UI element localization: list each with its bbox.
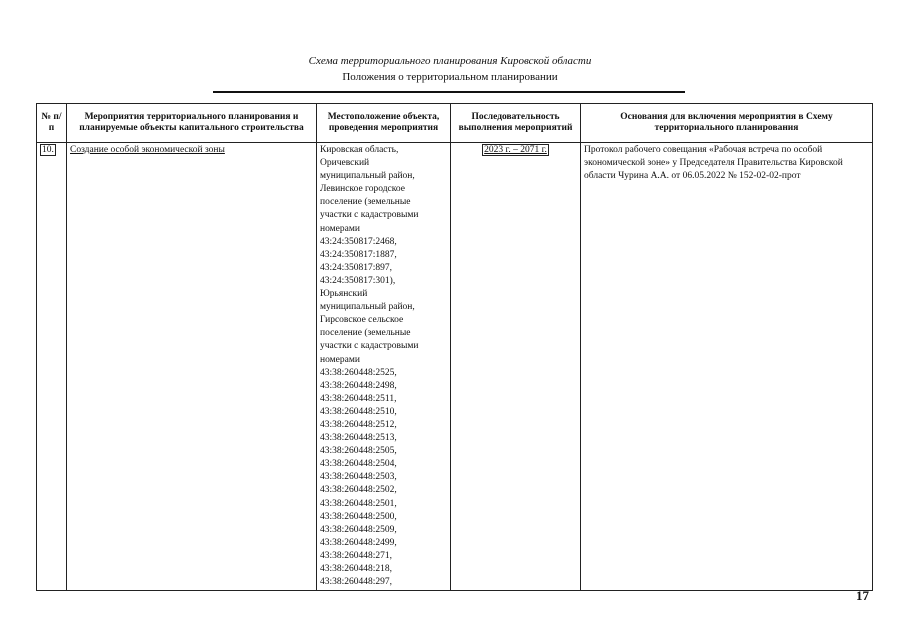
location-line: 43:38:260448:2511, <box>320 393 397 404</box>
location-line: 43:38:260448:297, <box>320 577 393 588</box>
header-rule <box>213 91 685 93</box>
location-line: 43:38:260448:2501, <box>320 498 397 509</box>
col-header-num: № п/п <box>37 104 67 143</box>
cell-measure <box>67 143 317 591</box>
cell-num <box>37 143 67 591</box>
sequence-text: 2023 г. – 2071 г. <box>484 145 547 155</box>
location-line: номерами <box>320 223 360 234</box>
table-header-row <box>37 104 873 143</box>
location-line: 43:38:260448:2505, <box>320 446 397 457</box>
basis-text: Протокол рабочего совещания «Рабочая встреча по особой экономической зоне» у Председателя Правительства Кировской области Чурина А.А. от 06.05.2022 № 152-02-02-прот <box>584 145 843 182</box>
col-header-location: Местоположение объекта, проведения мероприятия <box>317 104 451 143</box>
location-line: 43:38:260448:2500, <box>320 511 397 522</box>
location-line: 43:38:260448:2512, <box>320 419 397 430</box>
location-line: муниципальный район, <box>320 302 415 313</box>
table-row <box>37 143 873 591</box>
measure-text: Создание особой экономической зоны <box>70 145 225 155</box>
location-line: Оричевский <box>320 158 370 169</box>
document-title: Схема территориального планирования Кировской области <box>308 55 592 67</box>
col-header-measure: Мероприятия территориального планирования и планируемые объекты капитального строительства <box>67 104 317 143</box>
document-subtitle: Положения о территориальном планировании <box>342 71 558 83</box>
location-line: 43:24:350817:897, <box>320 262 393 273</box>
location-line: 43:38:260448:2502, <box>320 485 397 496</box>
location-line: 43:38:260448:271, <box>320 550 393 561</box>
location-line: Левинское городское <box>320 184 405 195</box>
planning-table <box>36 103 873 591</box>
location-line: 43:38:260448:2525, <box>320 367 397 378</box>
location-line: 43:24:350817:2468, <box>320 236 397 247</box>
location-line: 43:38:260448:2498, <box>320 380 397 391</box>
location-line: номерами <box>320 354 360 365</box>
col-header-sequence: Последовательность выполнения мероприятий <box>451 104 581 143</box>
cell-basis <box>581 143 873 591</box>
location-line: 43:38:260448:2509, <box>320 524 397 535</box>
location-line: 43:38:260448:2510, <box>320 406 397 417</box>
location-line: муниципальный район, <box>320 171 415 182</box>
row-number: 10. <box>42 145 54 155</box>
location-line: 43:38:260448:2504, <box>320 459 397 470</box>
location-line: Юрьянский <box>320 289 368 300</box>
location-line: участки с кадастровыми <box>320 341 419 352</box>
location-line: 43:38:260448:218, <box>320 564 393 574</box>
location-line: Кировская область, <box>320 145 399 155</box>
location-line: 43:38:260448:2503, <box>320 472 397 483</box>
cell-location <box>317 143 451 591</box>
location-line: поселение (земельные <box>320 328 411 339</box>
page-number: 17 <box>856 588 869 603</box>
location-line: 43:24:350817:301), <box>320 275 396 286</box>
cell-sequence <box>451 143 581 591</box>
location-line: Гирсовское сельское <box>320 315 404 326</box>
location-line: 43:38:260448:2499, <box>320 537 397 548</box>
col-header-basis: Основания для включения мероприятия в Схему территориального планирования <box>581 104 873 143</box>
location-line: поселение (земельные <box>320 197 411 208</box>
location-line: участки с кадастровыми <box>320 210 419 221</box>
location-line: 43:38:260448:2513, <box>320 433 397 444</box>
location-line: 43:24:350817:1887, <box>320 249 397 260</box>
